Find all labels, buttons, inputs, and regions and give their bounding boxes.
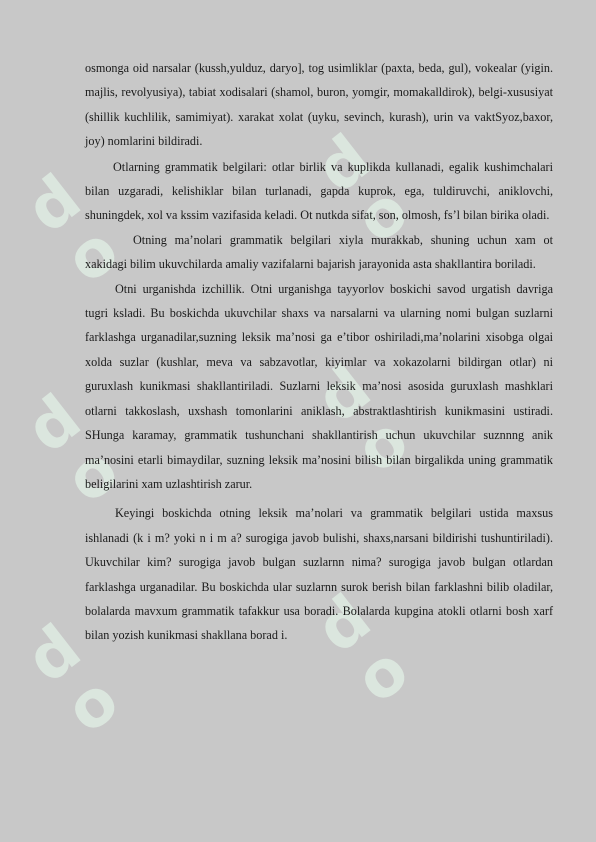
paragraph-1: osmonga oid narsalar (kussh,yulduz, daryo], tog usimliklar (paxta, beda, gul), vokealar (yigin. majlis, revolyusiya), tabiat xodisalari (shamol, buron, yomgir, momakalldirok), belgi-xususiyat (shillik kuchlilik, samimiyat). xarakat xolat (uyku, sevinch, kurash), urin va vaktSyoz,baxor, joy) nomlarini bildiradi.	[85, 61, 553, 149]
paragraph-2: Otlarning grammatik belgilari: otlar birlik va kuplikda kullanadi, egalik kushimchalari bilan uzgaradi, kelishiklar bilan turlanadi, gapda kuprok, ega, tuldiruvchi, aniklovchi, shuningdek, xol va kssim vazifasida keladi. Ot nutkda sifat, son, olmosh, fs’l bilan birika oladi.	[85, 159, 553, 223]
paragraph-5: Keyingi boskichda otning leksik ma’nolari va grammatik belgilari ustida maxsus ishlanadi (k i m? yoki n i m a? surogiga javob bulishi, shaxs,narsani bildirishi tushuntiriladi). Ukuvchilar kim? surogiga javob bulgan suzlarnn nima? surogiga javob bulgan otlardan farklashga urganadilar. Bu boskichda ular suzlarnn surok berish bilan farklashni bilib oladilar, bolalarda mavxum grammatik tafakkur usa boradi. Bolalarda kupgina atokli otlarni bosh xarf bilan yozish kunikmasi shakllana borad i.	[85, 506, 553, 643]
paragraph-3: Otning ma’nolari grammatik belgilari xiyla murakkab, shuning uchun xam ot xakidagi bilim ukuvchilarda amaliy vazifalarni bajarish jarayonida asta shakllantira boriladi.	[85, 232, 553, 272]
watermark-logo: d o	[12, 611, 133, 749]
watermark-logo: d o	[302, 121, 423, 259]
paragraph-4: Otni urganishda izchillik. Otni urganishga tayyorlov boskichi savod urgatish davriga tugri ksladi. Bu boskichda ukuvchilar shaxs va narsalarni va ularning nomi bulgan suzlarni farklashga urganadilar,suzning leksik ma’nosi ga e’tibor oshiriladi,ma’nolarini xisobga olgai xolda suzlar (kushlar, meva va sabzavotlar, kiyimlar va xokazolarni bildirgan otlar) ni guruxlash kunikmasi shakllantiriladi. Suzlarni leksik ma’nosi asosida guruxlash mashklari otlarni takkoslash, uxshash tomonlarini aniklash, abstraktlashtirish kunikmasini ustiradi. SHunga karamay, grammatik tushunchani shakllantirish uchun ukuvchilar suznnng anik ma’nosini etarli bimaydilar, suzning leksik ma’nosini bilish bilan birgalikda uning grammatik beligilarini xam uzlashtirish zarur.	[85, 281, 553, 491]
watermark-logo: d o	[302, 581, 423, 719]
watermark-logo: d o	[302, 351, 423, 489]
body-text	[85, 56, 553, 648]
watermark-logo: d o	[12, 381, 133, 519]
watermark-logo: d o	[12, 161, 133, 299]
